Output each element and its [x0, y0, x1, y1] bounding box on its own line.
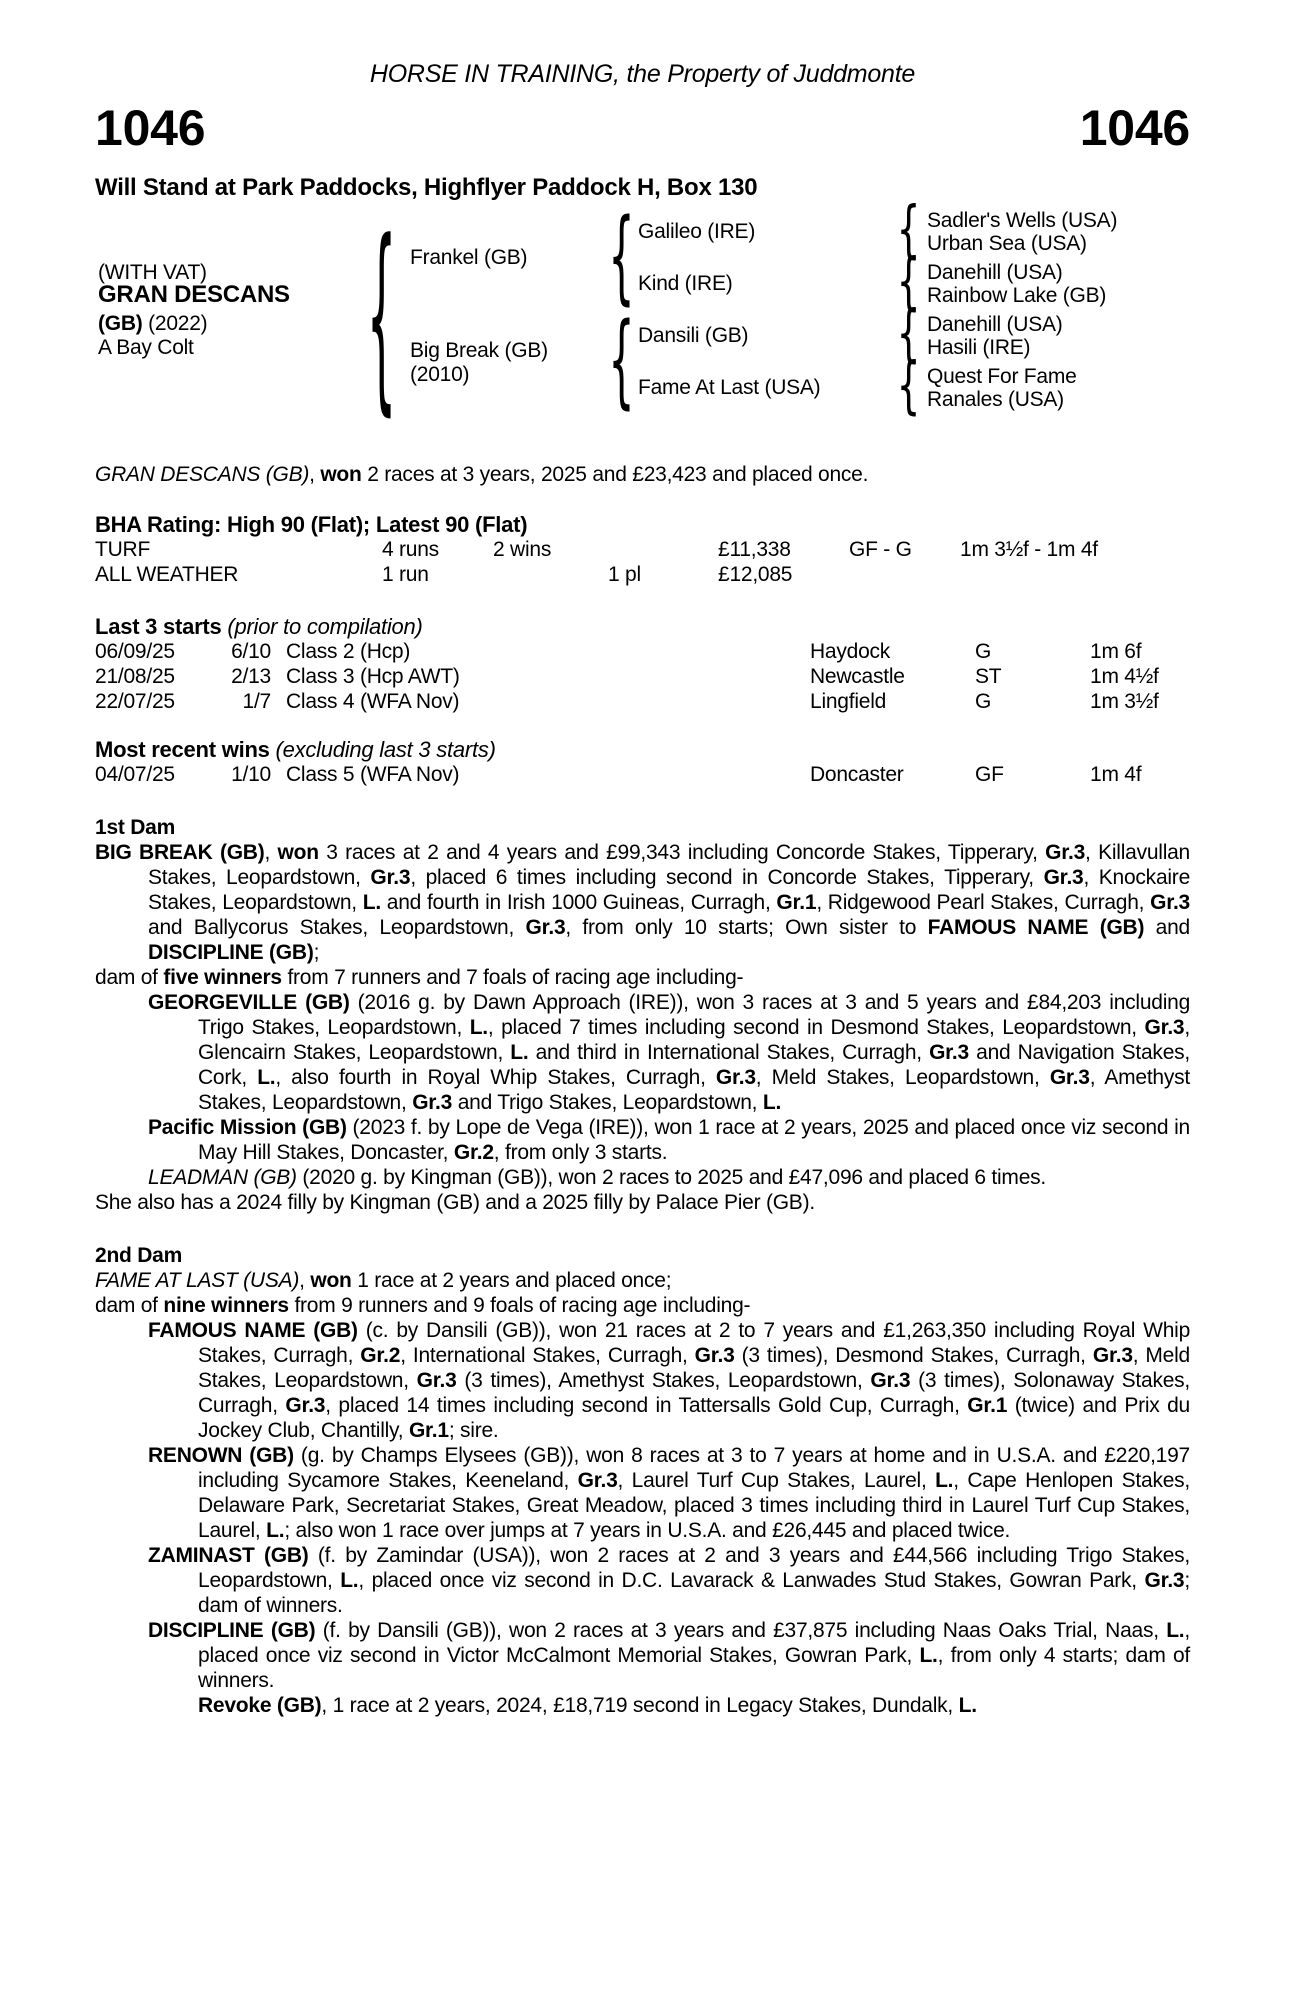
text-segment: , Knockaire Stakes, Leopardstown,: [148, 866, 1191, 914]
text-segment: ; sire.: [448, 1419, 499, 1442]
text-segment: , placed 14 times including second in Tattersalls Gold Cup, Curragh,: [325, 1394, 968, 1417]
pedigree-paragraph: [95, 965, 1190, 990]
text-segment: ,: [299, 1269, 311, 1292]
text-segment: , Meld Stakes, Leopardstown,: [198, 1344, 1190, 1392]
pedigree-paragraph: [95, 1693, 1190, 1718]
text-segment: Gr.1: [967, 1394, 1008, 1417]
text-segment: won: [277, 841, 319, 864]
pedigree-brace-gg4: [897, 360, 919, 412]
text-segment: , from only 10 starts; Own sister to: [565, 916, 928, 939]
text-segment: Gr.3: [1144, 1016, 1185, 1039]
race-course: Doncaster: [810, 763, 904, 786]
race-distance: 1m 4f: [1090, 763, 1142, 786]
going-range: [849, 562, 960, 587]
text-segment: Gr.3: [1092, 1344, 1133, 1367]
horse-name: GRAN DESCANS: [98, 281, 290, 308]
text-segment: , Glencairn Stakes, Leopardstown,: [198, 1016, 1190, 1064]
race-going: G: [975, 690, 992, 713]
lot-number-row: [95, 100, 1190, 156]
great-grandparent: Ranales (USA): [927, 388, 1064, 411]
stand-location-line: Will Stand at Park Paddocks, Highflyer Paddock H, Box 130: [95, 174, 758, 201]
horse-suffix-year: [98, 313, 207, 335]
stats-row-all-weather: [95, 562, 1190, 587]
text-segment: , International Stakes, Curragh,: [400, 1344, 695, 1367]
text-segment: ; also won 1 race over jumps at 7 years in U.S.A. and £26,445 and placed twice.: [284, 1519, 1011, 1542]
text-segment: won: [320, 463, 362, 486]
last-3-starts-heading: [95, 614, 1190, 639]
catalogue-header-title: HORSE IN TRAINING, the Property of Juddmonte: [369, 60, 916, 88]
vat-note: (WITH VAT): [98, 261, 207, 284]
race-date: 04/07/25: [95, 763, 175, 786]
text-segment: DISCIPLINE (GB): [148, 941, 314, 964]
great-grandparent: Urban Sea (USA): [927, 232, 1087, 255]
pedigree-paragraph: [95, 1318, 1190, 1443]
text-segment: , Meld Stakes, Leopardstown,: [755, 1066, 1050, 1089]
text-segment: (2020 g. by Kingman (GB)), won 2 races to 2025 and £47,096 and placed 6 times.: [296, 1166, 1046, 1189]
places-count: [608, 537, 718, 562]
runs-count: 4 runs: [382, 538, 439, 561]
pedigree-brace-gg3: [897, 308, 919, 360]
pedigree-paragraph: [95, 1190, 1190, 1215]
race-position: 6/10: [231, 640, 271, 663]
text-segment: L.: [935, 1469, 954, 1492]
great-grandparent: Quest For Fame: [927, 365, 1077, 388]
race-row: [95, 689, 1190, 714]
text-segment: dam of: [95, 966, 164, 989]
race-date: 22/07/25: [95, 690, 175, 713]
text-segment: , 1 race at 2 years, 2024, £18,719 second in Legacy Stakes, Dundalk,: [321, 1694, 959, 1717]
text-segment: GEORGEVILLE (GB): [148, 991, 350, 1014]
text-segment: (prior to compilation): [221, 614, 423, 639]
text-segment: ZAMINAST (GB): [148, 1544, 309, 1567]
sire-dam-name: Kind (IRE): [638, 272, 733, 295]
first-dam-section: [95, 840, 1190, 1215]
text-segment: Gr.2: [453, 1141, 494, 1164]
earnings: £12,085: [718, 563, 793, 586]
text-segment: Gr.3: [577, 1469, 618, 1492]
text-segment: and: [1144, 916, 1190, 939]
dam-year: (2010): [410, 363, 470, 386]
text-segment: nine winners: [163, 1294, 289, 1317]
text-segment: (GB): [98, 312, 143, 335]
text-segment: Most recent wins: [95, 737, 270, 762]
pedigree-paragraph: [95, 990, 1190, 1115]
text-segment: ; dam of winners.: [198, 1569, 1190, 1617]
great-grandparent: Danehill (USA): [927, 313, 1063, 336]
race-date: 06/09/25: [95, 640, 175, 663]
race-going: ST: [975, 665, 1002, 688]
pedigree-paragraph: [95, 1543, 1190, 1618]
text-segment: (2016 g. by Dawn Approach (IRE)), won 3 races at 3 and 5 years and £84,203 including Trigo Stakes, Leopardstown,: [198, 991, 1191, 1039]
race-class: Class 5 (WFA Nov): [286, 763, 460, 786]
text-segment: ;: [313, 941, 320, 964]
race-going: G: [975, 640, 992, 663]
text-segment: (f. by Zamindar (USA)), won 2 races at 2 and 3 years and £44,566 including Trigo Stakes, Leopardstown,: [198, 1544, 1191, 1592]
pedigree-brace-dam: [610, 323, 632, 401]
race-distance: 1m 6f: [1090, 640, 1142, 663]
text-segment: (3 times), Amethyst Stakes, Leopardstown,: [456, 1369, 871, 1392]
text-segment: (3 times), Solonaway Stakes, Curragh,: [198, 1369, 1190, 1417]
text-segment: five winners: [163, 966, 282, 989]
text-segment: , Killavullan Stakes, Leopardstown,: [148, 841, 1190, 889]
text-segment: (twice) and Prix du Jockey Club, Chantilly,: [198, 1394, 1190, 1442]
text-segment: and fourth in Irish 1000 Guineas, Curragh,: [380, 891, 777, 914]
text-segment: and Ballycorus Stakes, Leopardstown,: [148, 916, 526, 939]
race-position: 2/13: [231, 665, 271, 688]
pedigree-paragraph: [95, 1165, 1190, 1190]
lot-number-right: 1046: [1079, 100, 1190, 156]
text-segment: Gr.3: [715, 1066, 756, 1089]
pedigree-paragraph: [95, 1115, 1190, 1165]
text-segment: FAMOUS NAME (GB): [148, 1319, 358, 1342]
text-segment: , placed once viz second in D.C. Lavarack & Lanwades Stud Stakes, Gowran Park,: [358, 1569, 1145, 1592]
earnings: £11,338: [718, 538, 791, 561]
text-segment: FAME AT LAST (USA): [95, 1269, 300, 1292]
pedigree-paragraph: [95, 1268, 1190, 1293]
race-distance: 1m 4½f: [1090, 665, 1159, 688]
text-segment: L.: [257, 1066, 276, 1089]
text-segment: 3 races at 2 and 4 years and £99,343 including Concorde Stakes, Tipperary,: [318, 841, 1046, 864]
horse-description: A Bay Colt: [98, 336, 194, 359]
race-row: [95, 762, 1190, 787]
text-segment: (f. by Dansili (GB)), won 2 races at 3 years and £37,875 including Naas Oaks Trial, Naas,: [315, 1619, 1167, 1642]
text-segment: FAMOUS NAME (GB): [927, 916, 1145, 939]
race-class: Class 4 (WFA Nov): [286, 690, 460, 713]
pedigree-brace-gg2: [897, 256, 919, 308]
text-segment: (c. by Dansili (GB)), won 21 races at 2 to 7 years and £1,263,350 including Royal Whip Stakes, Curragh,: [198, 1319, 1191, 1367]
text-segment: L.: [266, 1519, 285, 1542]
race-date: 21/08/25: [95, 665, 175, 688]
text-segment: Gr.3: [1144, 1569, 1185, 1592]
text-segment: ,: [264, 841, 278, 864]
text-segment: She also has a 2024 filly by Kingman (GB) and a 2025 filly by Palace Pier (GB).: [95, 1191, 815, 1214]
second-dam-heading: 2nd Dam: [95, 1244, 183, 1267]
text-segment: (3 times), Desmond Stakes, Curragh,: [734, 1344, 1093, 1367]
wins-count: [493, 562, 608, 587]
race-position: 1/7: [242, 690, 271, 713]
great-grandparent: Danehill (USA): [927, 261, 1063, 284]
text-segment: Gr.3: [525, 916, 566, 939]
text-segment: Gr.3: [1045, 841, 1086, 864]
text-segment: and third in International Stakes, Curragh,: [528, 1041, 930, 1064]
text-segment: RENOWN (GB): [148, 1444, 294, 1467]
text-segment: and Navigation Stakes, Cork,: [198, 1041, 1190, 1089]
stats-row-turf: [95, 537, 1190, 562]
pedigree-paragraph: [95, 1293, 1190, 1318]
race-position: 1/10: [231, 763, 271, 786]
text-segment: , placed 7 times including second in Desmond Stakes, Leopardstown,: [487, 1016, 1145, 1039]
pedigree-brace-gg1: [897, 204, 919, 256]
text-segment: from 9 runners and 9 foals of racing age including-: [288, 1294, 751, 1317]
text-segment: L.: [340, 1569, 359, 1592]
text-segment: dam of: [95, 1294, 164, 1317]
pedigree-paragraph: [95, 1618, 1190, 1693]
great-grandparent: Hasili (IRE): [927, 336, 1031, 359]
distance-range: [960, 562, 1190, 587]
text-segment: Gr.3: [412, 1091, 453, 1114]
text-segment: Gr.3: [370, 866, 411, 889]
text-segment: L.: [362, 891, 381, 914]
race-course: Lingfield: [810, 690, 887, 713]
sire-sire-name: Galileo (IRE): [638, 220, 756, 243]
text-segment: 1 race at 2 years and placed once;: [351, 1269, 672, 1292]
text-segment: and Trigo Stakes, Leopardstown,: [452, 1091, 763, 1114]
surface-label: TURF: [95, 538, 151, 561]
text-segment: LEADMAN (GB): [148, 1166, 297, 1189]
sire-name: Frankel (GB): [410, 246, 528, 269]
surface-label: ALL WEATHER: [95, 563, 239, 586]
bha-rating-line: BHA Rating: High 90 (Flat); Latest 90 (Flat): [95, 512, 528, 537]
race-class: Class 3 (Hcp AWT): [286, 665, 460, 688]
dam-sire-name: Dansili (GB): [638, 324, 749, 347]
text-segment: Gr.3: [929, 1041, 969, 1064]
race-going: GF: [975, 763, 1004, 786]
text-segment: Gr.3: [416, 1369, 457, 1392]
dam-dam-name: Fame At Last (USA): [638, 376, 821, 399]
text-segment: 2 races at 3 years, 2025 and £23,423 and placed once.: [361, 463, 869, 486]
text-segment: Gr.2: [360, 1344, 401, 1367]
text-segment: BIG BREAK (GB): [95, 841, 265, 864]
text-segment: (excluding last 3 starts): [269, 737, 496, 762]
text-segment: Pacific Mission (GB): [148, 1116, 347, 1139]
text-segment: L.: [762, 1091, 782, 1114]
text-segment: L.: [958, 1694, 977, 1717]
text-segment: , also fourth in Royal Whip Stakes, Curragh,: [275, 1066, 716, 1089]
text-segment: , from only 4 starts; dam of winners.: [198, 1644, 1190, 1692]
pedigree-brace-sire: [610, 219, 632, 297]
wins-count: 2 wins: [493, 538, 552, 561]
race-class: Class 2 (Hcp): [286, 640, 411, 663]
first-dam-heading: 1st Dam: [95, 816, 176, 839]
second-dam-section: [95, 1268, 1190, 1718]
text-segment: , placed once viz second in Victor McCalmont Memorial Stakes, Gowran Park,: [198, 1619, 1190, 1667]
text-segment: Gr.1: [408, 1419, 449, 1442]
text-segment: Gr.3: [285, 1394, 326, 1417]
text-segment: (2023 f. by Lope de Vega (IRE)), won 1 race at 2 years, 2025 and placed once viz second in May Hill Stakes, Doncaster,: [198, 1116, 1190, 1164]
text-segment: Last 3 starts: [95, 614, 222, 639]
places-count: 1 pl: [608, 563, 641, 586]
race-record-summary: [95, 462, 1190, 487]
distance-range: 1m 3½f - 1m 4f: [960, 538, 1098, 561]
dam-name: Big Break (GB): [410, 339, 548, 362]
pedigree-paragraph: [95, 1443, 1190, 1543]
text-segment: Revoke (GB): [198, 1694, 322, 1717]
text-segment: Gr.3: [1049, 1066, 1090, 1089]
race-row: [95, 639, 1190, 664]
text-segment: Gr.3: [1043, 866, 1084, 889]
text-segment: L.: [510, 1041, 529, 1064]
text-segment: ,: [309, 463, 321, 486]
text-segment: DISCIPLINE (GB): [148, 1619, 316, 1642]
lot-number-left: 1046: [95, 100, 206, 156]
great-grandparent: Sadler's Wells (USA): [927, 209, 1118, 232]
text-segment: , Cape Henlopen Stakes, Delaware Park, Secretariat Stakes, Great Meadow, placed 3 times including third in Laurel Turf Cup Stakes, Laurel,: [198, 1469, 1190, 1542]
text-segment: (g. by Champs Elysees (GB)), won 8 races at 3 to 7 years at home and in U.S.A. and £220,197 including Sycamore Stakes, Keeneland,: [198, 1444, 1190, 1492]
text-segment: L.: [1166, 1619, 1185, 1642]
text-segment: won: [310, 1269, 352, 1292]
most-recent-wins-heading: [95, 737, 1190, 762]
text-segment: Gr.3: [1150, 891, 1190, 914]
text-segment: (2022): [142, 312, 208, 335]
text-segment: L.: [469, 1016, 488, 1039]
text-segment: L.: [919, 1644, 938, 1667]
text-segment: , from only 3 starts.: [493, 1141, 668, 1164]
text-segment: Gr.3: [694, 1344, 735, 1367]
text-segment: , Ridgewood Pearl Stakes, Curragh,: [816, 891, 1151, 914]
text-segment: , Amethyst Stakes, Leopardstown,: [198, 1066, 1190, 1114]
race-course: Haydock: [810, 640, 891, 663]
great-grandparent: Rainbow Lake (GB): [927, 284, 1107, 307]
race-row: [95, 664, 1190, 689]
text-segment: Gr.3: [870, 1369, 911, 1392]
race-course: Newcastle: [810, 665, 905, 688]
going-range: GF - G: [849, 538, 912, 561]
pedigree-paragraph: [95, 840, 1190, 965]
text-segment: from 7 runners and 7 foals of racing age including-: [281, 966, 744, 989]
text-segment: Gr.1: [776, 891, 817, 914]
race-distance: 1m 3½f: [1090, 690, 1159, 713]
pedigree-table: [95, 202, 1190, 454]
text-segment: GRAN DESCANS (GB): [95, 463, 310, 486]
pedigree-brace-main: [370, 244, 392, 394]
text-segment: , Laurel Turf Cup Stakes, Laurel,: [617, 1469, 936, 1492]
runs-count: 1 run: [382, 563, 429, 586]
text-segment: , placed 6 times including second in Concorde Stakes, Tipperary,: [410, 866, 1044, 889]
